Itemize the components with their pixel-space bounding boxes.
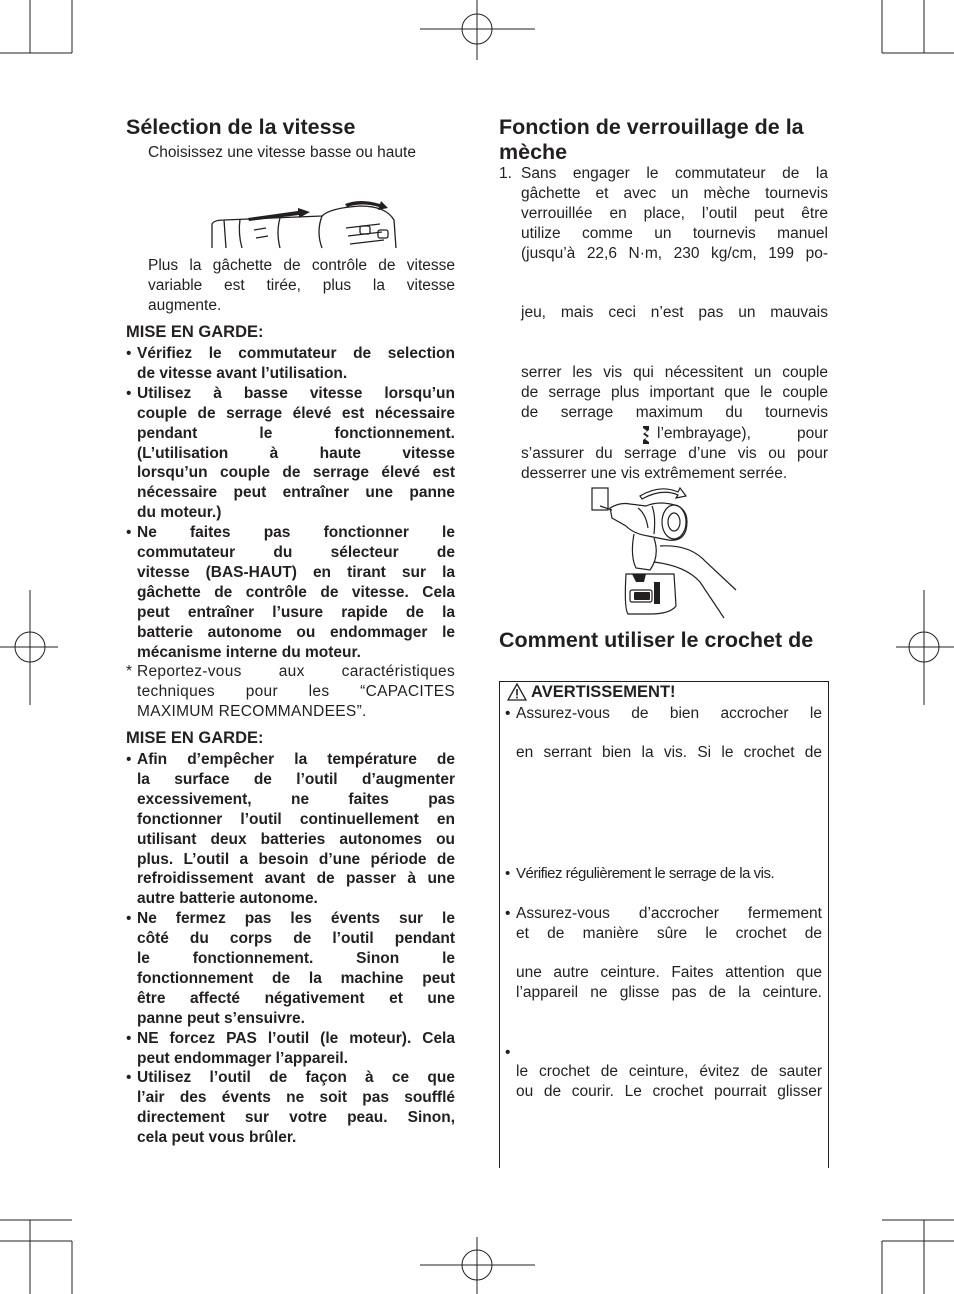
note-line: techniques pour les “CAPACITES xyxy=(137,682,455,700)
belt-hook-section-title: Comment utiliser le crochet de xyxy=(499,628,814,652)
caution-2-item-line: le fonctionnement. Sinon le xyxy=(137,950,455,967)
speed-intro-text: Choisissez une vitesse basse ou haute xyxy=(148,144,416,161)
caution-2-item-line: peut endommager l’appareil. xyxy=(137,1049,349,1067)
caution-2-item-line: être affecté négativement et une xyxy=(137,989,455,1007)
warning-bullet-2: • xyxy=(505,865,511,882)
speed-section-title: Sélection de la vitesse xyxy=(126,115,356,139)
caution-1-item-line: pendant le fonctionnement. xyxy=(137,424,455,442)
speed-text-line-2: variable est tirée, plus la vitesse xyxy=(148,277,455,294)
warning-bullet-1: • xyxy=(505,705,511,722)
caution-2-item-line: l’air des évents ne soit pas soufflé xyxy=(137,1089,455,1107)
caution-2-bullet: • xyxy=(126,751,132,768)
caution-2-item-line: la surface de l’outil d’augmenter xyxy=(137,770,455,788)
warning-bullet-3: • xyxy=(505,905,511,922)
caution-2-item-line: Ne fermez pas les évents sur le xyxy=(137,910,455,928)
caution-2-item-line: Utilisez l’outil de façon à ce que xyxy=(137,1069,455,1087)
caution-1-title: MISE EN GARDE: xyxy=(126,323,264,341)
warning-1-line-2: en serrant bien la vis. Si le crochet de xyxy=(516,744,822,761)
lock-line: (jusqu’à 22,6 N·m, 230 kg/cm, 199 po- xyxy=(521,245,828,262)
caution-1-item-line: mécanisme interne du moteur. xyxy=(137,643,361,661)
caution-2-item-line: fonctionner l’outil continuellement en xyxy=(137,810,455,828)
caution-2-item-line: NE forcez PAS l’outil (le moteur). Cela xyxy=(137,1029,455,1047)
caution-1-item-line: du moteur.) xyxy=(137,504,222,522)
lock-line: utilize comme un tournevis manuel xyxy=(521,225,828,242)
caution-1-item-line: commutateur du sélecteur de xyxy=(137,544,455,561)
lock-section-title-line-2: mèche xyxy=(499,140,568,164)
caution-2-item-line: directement sur votre peau. Sinon, xyxy=(137,1109,455,1127)
warning-1-line-1: Assurez-vous de bien accrocher le xyxy=(516,705,822,722)
caution-1-item-line: couple de serrage élevé est nécessaire xyxy=(137,404,455,422)
drill-clutch-icon xyxy=(640,425,652,445)
caution-2-item-line: plus. L’outil a besoin d’une période de xyxy=(137,850,455,868)
warning-3-line-1: Assurez-vous d’accrocher fermement xyxy=(516,905,822,922)
lock-step-number: 1. xyxy=(499,165,512,182)
lock-line: verrouillée en place, l’outil peut être xyxy=(521,205,828,222)
speed-text-line-1: Plus la gâchette de contrôle de vitesse xyxy=(148,257,455,274)
caution-2-title: MISE EN GARDE: xyxy=(126,729,264,747)
caution-2-item-line: utilisant deux batteries autonomes ou xyxy=(137,830,455,848)
lock-line-jeu: jeu, mais ceci n’est pas un mauvais xyxy=(521,304,828,321)
lock-line: de serrage maximum du tournevis xyxy=(521,404,828,421)
caution-2-item-line: excessivement, ne faites pas xyxy=(137,790,455,808)
note-asterisk: * xyxy=(126,663,133,680)
caution-1-bullet: • xyxy=(126,384,132,402)
lock-line: de serrage plus important que le couple xyxy=(521,384,828,401)
caution-1-item-line: lorsqu’un couple de serrage élevé est xyxy=(137,464,455,482)
lock-section-title-line-1: Fonction de verrouillage de la xyxy=(499,115,804,139)
caution-2-item-line: Afin d’empêcher la température de xyxy=(137,751,455,768)
speed-text-line-3: augmente. xyxy=(148,297,222,314)
caution-1-item-line: nécessaire peut entraîner une panne xyxy=(137,484,455,502)
warning-title: AVERTISSEMENT! xyxy=(531,683,676,701)
caution-2-bullet: • xyxy=(126,1029,132,1047)
caution-1-item-line: vitesse (BAS-HAUT) en tirant sur la xyxy=(137,563,455,581)
caution-2-item-line: autre batterie autonome. xyxy=(137,890,318,908)
caution-1-bullet: • xyxy=(126,345,132,362)
caution-2-item-line: refroidissement avant de passer à une xyxy=(137,870,455,888)
speed-selector-illustration xyxy=(210,198,398,250)
warning-bullet-4: • xyxy=(505,1044,511,1061)
caution-1-item-line: gâchette de contrôle de vitesse. Cela xyxy=(137,583,455,601)
caution-2-item-line: fonctionnement de la machine peut xyxy=(137,969,455,987)
warning-triangle-icon xyxy=(507,683,527,701)
caution-1-item-line: Vérifiez le commutateur de selection xyxy=(137,345,455,362)
note-line: Reportez-vous aux caractéristiques xyxy=(137,663,455,680)
caution-1-item-line: batterie autonome ou endommager le xyxy=(137,623,455,641)
lock-line: Sans engager le commutateur de la xyxy=(521,165,828,182)
caution-1-item-line: peut entraîner l’usure rapide de la xyxy=(137,603,455,621)
manual-screwdriver-illustration xyxy=(590,486,738,622)
caution-1-item-line: de vitesse avant l’utilisation. xyxy=(137,364,348,382)
caution-1-item-line: (L’utilisation à haute vitesse xyxy=(137,444,455,462)
note-line: MAXIMUM RECOMMANDEES”. xyxy=(137,702,367,720)
lock-line: gâchette et avec un mèche tournevis xyxy=(521,185,828,202)
caution-2-item-line: côté du corps de l’outil pendant xyxy=(137,930,455,948)
warning-3-line-3: une autre ceinture. Faites attention que xyxy=(516,964,822,981)
warning-2-line: Vérifiez régulièrement le serrage de la vis. xyxy=(516,865,775,882)
caution-2-item-line: panne peut s’ensuivre. xyxy=(137,1009,305,1027)
warning-4-line-2: ou de courir. Le crochet pourrait glisser xyxy=(516,1083,822,1100)
lock-line: desserrer une vis extrêmement serrée. xyxy=(521,465,788,482)
caution-2-bullet: • xyxy=(126,1069,132,1087)
lock-line: s’assurer du serrage d’une vis ou pour xyxy=(521,445,828,462)
warning-3-line-4: l’appareil ne glisse pas de la ceinture. xyxy=(516,984,822,1001)
caution-2-item-line: cela peut vous brûler. xyxy=(137,1129,297,1147)
caution-1-bullet: • xyxy=(126,524,132,542)
warning-3-line-2: et de manière sûre le crochet de xyxy=(516,925,822,942)
lock-line: serrer les vis qui nécessitent un couple xyxy=(521,364,828,381)
caution-1-item-line: Ne faites pas fonctionner le xyxy=(137,524,455,542)
caution-2-bullet: • xyxy=(126,910,132,928)
warning-4-line-1: le crochet de ceinture, évitez de sauter xyxy=(516,1063,822,1080)
lock-line-embrayage: l’embrayage), pour xyxy=(657,425,828,442)
caution-1-item-line: Utilisez à basse vitesse lorsqu’un xyxy=(137,384,455,402)
